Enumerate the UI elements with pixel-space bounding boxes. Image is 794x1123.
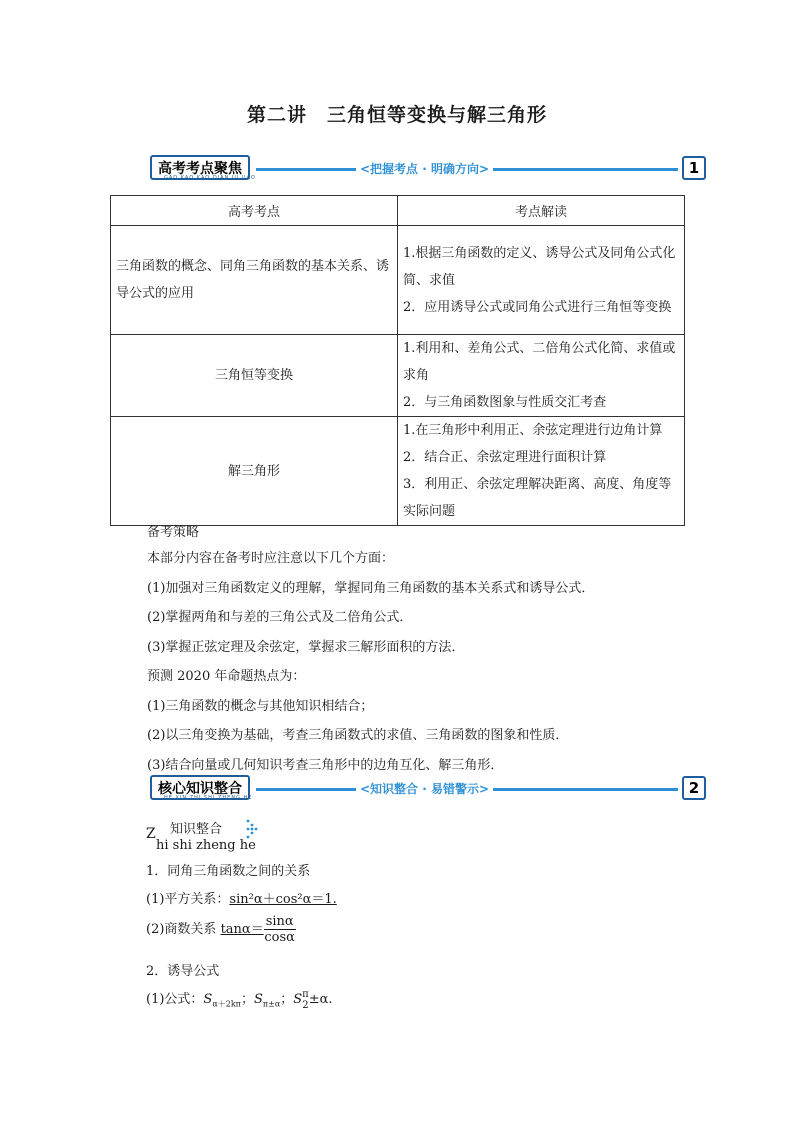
strategy-line: (1)加强对三角函数定义的理解，掌握同角三角函数的基本关系式和诱导公式． [147,580,595,596]
strategy-line: (2)以三角变换为基础，考查三角函数式的求值、三角函数的图象和性质． [147,728,569,743]
formula-s: S [253,992,263,1007]
formula-tail: ±α. [308,992,333,1007]
formula-sep: ； [280,992,294,1007]
banner-subtitle: <知识整合 · 易错警示> [356,780,493,797]
strategy-line: (3)掌握正弦定理及余弦定，掌握求三解形面积的方法． [147,639,465,655]
note-line: 2．与三角函数图象与性质交汇考查 [403,395,607,410]
formula-sep: ； [240,992,254,1007]
note-line: 2．结合正、余弦定理进行面积计算 [403,450,607,465]
knowledge-big-letter: Z [146,826,156,842]
table-cell-notes [398,417,685,526]
banner-tag: 高考考点聚焦 [150,155,250,180]
table-cell-notes [398,226,685,335]
section-banner-exam-points [146,152,708,192]
strategy-line: 本部分内容在备考时应注意以下几个方面： [147,551,395,566]
formula-sub: π±α [262,999,281,1009]
table-header-row [111,196,685,226]
banner-number: 2 [682,776,706,800]
knowledge-item: 1．同角三角函数之间的关系 [146,864,311,879]
knowledge-heading [146,818,446,858]
fraction-numerator: π [302,988,309,1000]
table-cell-topic: 三角函数的概念、同角三角函数的基本关系、诱导公式的应用 [111,226,398,335]
table-row [111,226,685,335]
table-cell-notes [398,335,685,417]
banner-tag: 核心知识整合 [150,775,250,800]
formula-prefix: (1)公式： [146,992,204,1007]
formula-s: S [293,992,303,1007]
formula-fraction [302,989,309,1011]
section-banner-core-knowledge [146,772,708,812]
knowledge-item [146,888,337,907]
fraction-numerator: sinα [265,914,294,929]
fraction-denominator: 2 [302,999,309,1011]
strategy-line: (1)三角函数的概念与其他知识相结合； [147,698,374,714]
table-cell-topic: 三角恒等变换 [111,335,398,417]
fraction-denominator: cosα [264,930,295,945]
formula-sub: α＋2kπ [212,999,241,1009]
strategy-heading: 备考策略 [147,525,200,540]
banner-subtitle: <把握考点 · 明确方向> [356,160,493,177]
table-row [111,335,685,417]
strategy-section [110,522,690,780]
strategy-line: (2)掌握两角和与差的三角公式及二倍角公式． [147,610,413,625]
chevron-right-icon [246,818,260,844]
table-cell-topic: 解三角形 [111,417,398,526]
banner-pinyin: GAO KAO KAO DIAN JU JIAO [164,175,256,181]
exam-points-table [110,195,685,526]
note-line: 1.根据三角函数的定义、诱导公式及同角公式化简、求值 [403,245,676,288]
knowledge-item [146,914,296,945]
strategy-line: 预测 2020 年命题热点为： [147,669,306,684]
formula-square-relation: sin²α＋cos²α＝1. [229,892,337,907]
knowledge-label: 知识整合 [170,822,223,837]
knowledge-item [146,988,333,1011]
strategy-line: (3)结合向量或几何知识考查三角形中的边角互化、解三角形． [147,757,504,773]
formula-fraction [264,914,296,945]
formula-prefix: (1)平方关系： [146,892,230,907]
note-line: 1.利用和、差角公式、二倍角公式化简、求值或求角 [403,341,676,383]
formula-s: S [203,992,213,1007]
note-line: 1.在三角形中利用正、余弦定理进行边角计算 [403,423,663,438]
banner-pinyin: HE XIN ZHI SHI ZHENG HE [164,795,253,801]
note-line: 3．利用正、余弦定理解决距离、高度、角度等实际问题 [403,477,672,519]
formula-lhs: tanα＝ [220,922,264,937]
banner-number: 1 [682,156,706,180]
table-header: 考点解读 [398,196,685,226]
page-title: 第二讲 三角恒等变换与解三角形 [246,104,547,126]
note-line: 2．应用诱导公式或同角公式进行三角恒等变换 [403,299,672,315]
knowledge-pinyin: hi shi zheng he [156,838,256,853]
knowledge-item: 2．诱导公式 [146,964,220,979]
table-header: 高考考点 [111,196,398,226]
formula-prefix: (2)商数关系 [146,922,217,937]
table-row [111,417,685,526]
